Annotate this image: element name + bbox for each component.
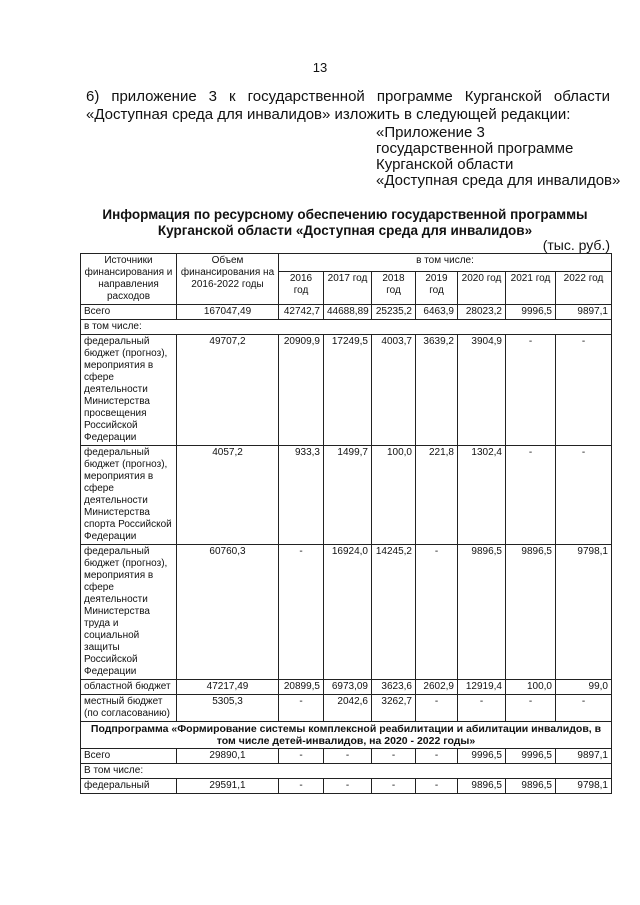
row-value: - [416,695,458,722]
row-total: 167047,49 [177,305,279,320]
table-row [81,695,612,722]
table-row [81,446,612,545]
header-volume: Объем финансирования на 2016-2022 годы [177,254,279,305]
row-value: 25235,2 [372,305,416,320]
row-value: 933,3 [279,446,324,545]
year-header: 2021 год [506,272,556,305]
row-label: федеральный бюджет (прогноз), мероприятия в сфере деятельности Министерства спорта Российской Федерации [81,446,177,545]
table-body [81,305,612,794]
resource-table [80,253,612,794]
row-value: - [556,335,612,446]
row-total: 29890,1 [177,749,279,764]
row-value: 221,8 [416,446,458,545]
year-header: 2018 год [372,272,416,305]
row-value: 16924,0 [324,545,372,680]
row-total: 5305,3 [177,695,279,722]
row-label: местный бюджет (по согласованию) [81,695,177,722]
units-label: (тыс. руб.) [542,237,610,253]
row-value: 9897,1 [556,749,612,764]
row-value: - [556,446,612,545]
row-value: - [372,749,416,764]
table-row [81,545,612,680]
row-value: 1302,4 [458,446,506,545]
row-value: - [416,749,458,764]
row-value: 4003,7 [372,335,416,446]
row-value: 3639,2 [416,335,458,446]
row-value: 9896,5 [458,545,506,680]
row-value: - [279,749,324,764]
row-value: - [506,695,556,722]
table-row [81,320,612,335]
row-value: 3623,6 [372,680,416,695]
row-value: - [372,779,416,794]
row-value: 9896,5 [506,545,556,680]
row-value: - [416,779,458,794]
row-value: - [416,545,458,680]
row-total: 60760,3 [177,545,279,680]
row-value: 9897,1 [556,305,612,320]
row-section-label: в том числе: [81,320,612,335]
row-value: - [506,335,556,446]
row-value: 9798,1 [556,779,612,794]
row-label: федеральный бюджет (прогноз), мероприятия в сфере деятельности Министерства труда и социальной защиты Российской Федерации [81,545,177,680]
row-value: - [506,446,556,545]
row-value: 2042,6 [324,695,372,722]
row-total: 49707,2 [177,335,279,446]
table-title-line-1: Информация по ресурсному обеспечению государственной программы [102,207,588,222]
row-label: федеральный [81,779,177,794]
year-header: 2017 год [324,272,372,305]
row-value: - [324,779,372,794]
row-value: - [324,749,372,764]
row-label: федеральный бюджет (прогноз), мероприятия в сфере деятельности Министерства просвещения Российской Федерации [81,335,177,446]
row-value: 3262,7 [372,695,416,722]
row-value: 9896,5 [458,779,506,794]
row-value: 9798,1 [556,545,612,680]
row-value: 9996,5 [458,749,506,764]
row-value: - [279,695,324,722]
paragraph-line-2: «Доступная среда для инвалидов» изложить в следующей редакции: [86,106,571,123]
row-value: 3904,9 [458,335,506,446]
year-header: 2020 год [458,272,506,305]
appendix-line: государственной программе [376,140,574,157]
year-header: 2016 год [279,272,324,305]
row-value: 100,0 [506,680,556,695]
appendix-line: Курганской области [376,156,514,173]
row-label: Всего [81,305,177,320]
row-value: 9996,5 [506,305,556,320]
year-header: 2022 год [556,272,612,305]
row-label: областной бюджет [81,680,177,695]
appendix-line: «Приложение 3 [376,124,485,141]
table-row [81,722,612,749]
row-value: 1499,7 [324,446,372,545]
table-title-line-2: Курганской области «Доступная среда для инвалидов» [157,223,533,238]
table-row [81,305,612,320]
row-value: - [458,695,506,722]
row-value: 6463,9 [416,305,458,320]
appendix-heading [376,125,620,189]
row-value: 6973,09 [324,680,372,695]
row-value: 20909,9 [279,335,324,446]
row-value: 9896,5 [506,779,556,794]
row-label: Всего [81,749,177,764]
subprogram-heading: Подпрограмма «Формирование системы комплексной реабилитации и абилитации инвалидов, в том числе детей-инвалидов, на 2020 - 2022 годы» [81,722,612,749]
appendix-line: «Доступная среда для инвалидов» [376,172,621,189]
year-header: 2019 год [416,272,458,305]
table-row [81,779,612,794]
row-value: - [279,545,324,680]
table-row [81,335,612,446]
row-total: 47217,49 [177,680,279,695]
row-value: 12919,4 [458,680,506,695]
table-row [81,749,612,764]
row-value: - [279,779,324,794]
table-header-row [81,254,612,272]
row-total: 4057,2 [177,446,279,545]
row-value: 20899,5 [279,680,324,695]
row-total: 29591,1 [177,779,279,794]
header-including: в том числе: [279,254,612,272]
header-source: Источники финансирования и направления расходов [81,254,177,305]
table-title [80,207,610,239]
page-number: 13 [312,60,328,75]
row-value: 42742,7 [279,305,324,320]
table-row [81,680,612,695]
paragraph-line-1: 6) приложение 3 к государственной программе Курганской области [86,88,610,105]
row-value: 99,0 [556,680,612,695]
row-section-label: В том числе: [81,764,612,779]
row-value: 14245,2 [372,545,416,680]
row-value: 9996,5 [506,749,556,764]
row-value: 2602,9 [416,680,458,695]
row-value: 100,0 [372,446,416,545]
row-value: - [556,695,612,722]
row-value: 28023,2 [458,305,506,320]
row-value: 17249,5 [324,335,372,446]
row-value: 44688,89 [324,305,372,320]
table-row [81,764,612,779]
